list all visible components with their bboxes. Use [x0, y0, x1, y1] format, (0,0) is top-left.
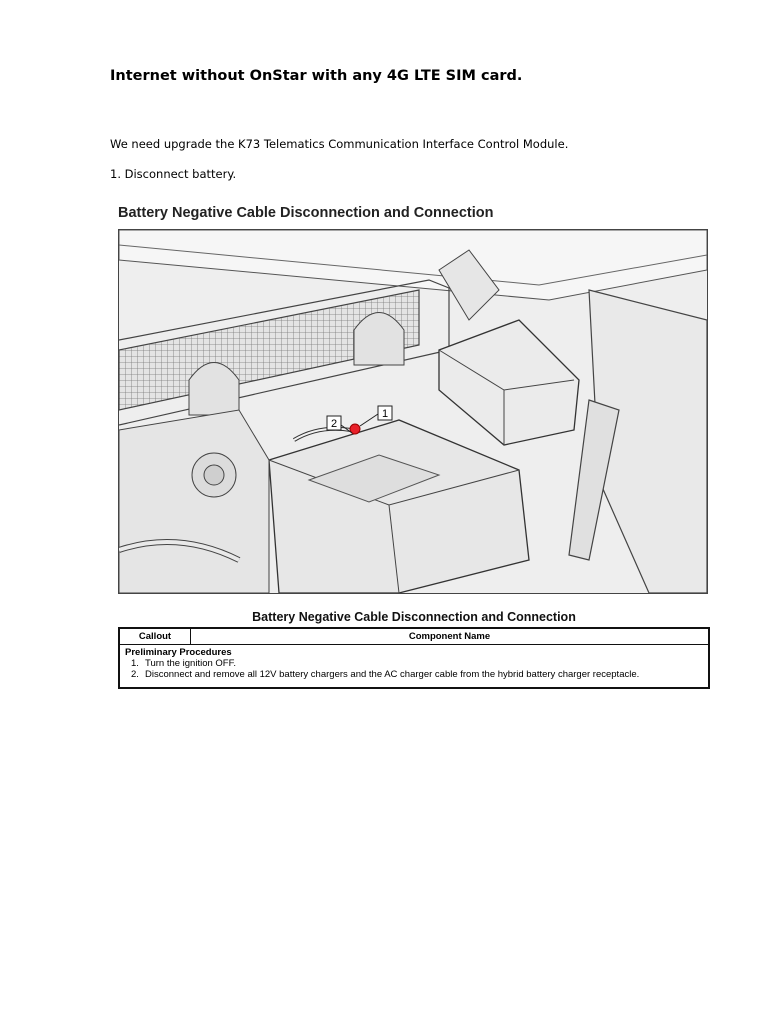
callout-label-1: 1	[381, 408, 389, 420]
intro-paragraph: We need upgrade the K73 Telematics Communication Interface Control Module.	[110, 137, 569, 151]
step-number: 1.	[131, 658, 139, 669]
step-paragraph: 1. Disconnect battery.	[110, 167, 237, 181]
step-text: Turn the ignition OFF.	[145, 658, 236, 669]
procedure-step	[125, 658, 708, 669]
step-text: Disconnect and remove all 12V battery chargers and the AC charger cable from the hybrid battery charger receptacle.	[145, 669, 640, 680]
procedure-table	[118, 627, 710, 689]
figure-heading: Battery Negative Cable Disconnection and Connection	[118, 205, 494, 221]
procedures-title: Preliminary Procedures	[125, 647, 232, 658]
document-title: Internet without OnStar with any 4G LTE SIM card.	[110, 68, 523, 84]
preliminary-procedures	[120, 645, 708, 680]
header-callout: Callout	[120, 629, 191, 644]
engine-bay-illustration	[118, 229, 708, 594]
table-header-row	[120, 629, 708, 645]
step-number: 2.	[131, 669, 139, 680]
table-title: Battery Negative Cable Disconnection and Connection	[252, 610, 576, 624]
header-component-name: Component Name	[408, 631, 491, 642]
procedure-step	[125, 669, 708, 680]
callout-label-2: 2	[330, 418, 338, 430]
